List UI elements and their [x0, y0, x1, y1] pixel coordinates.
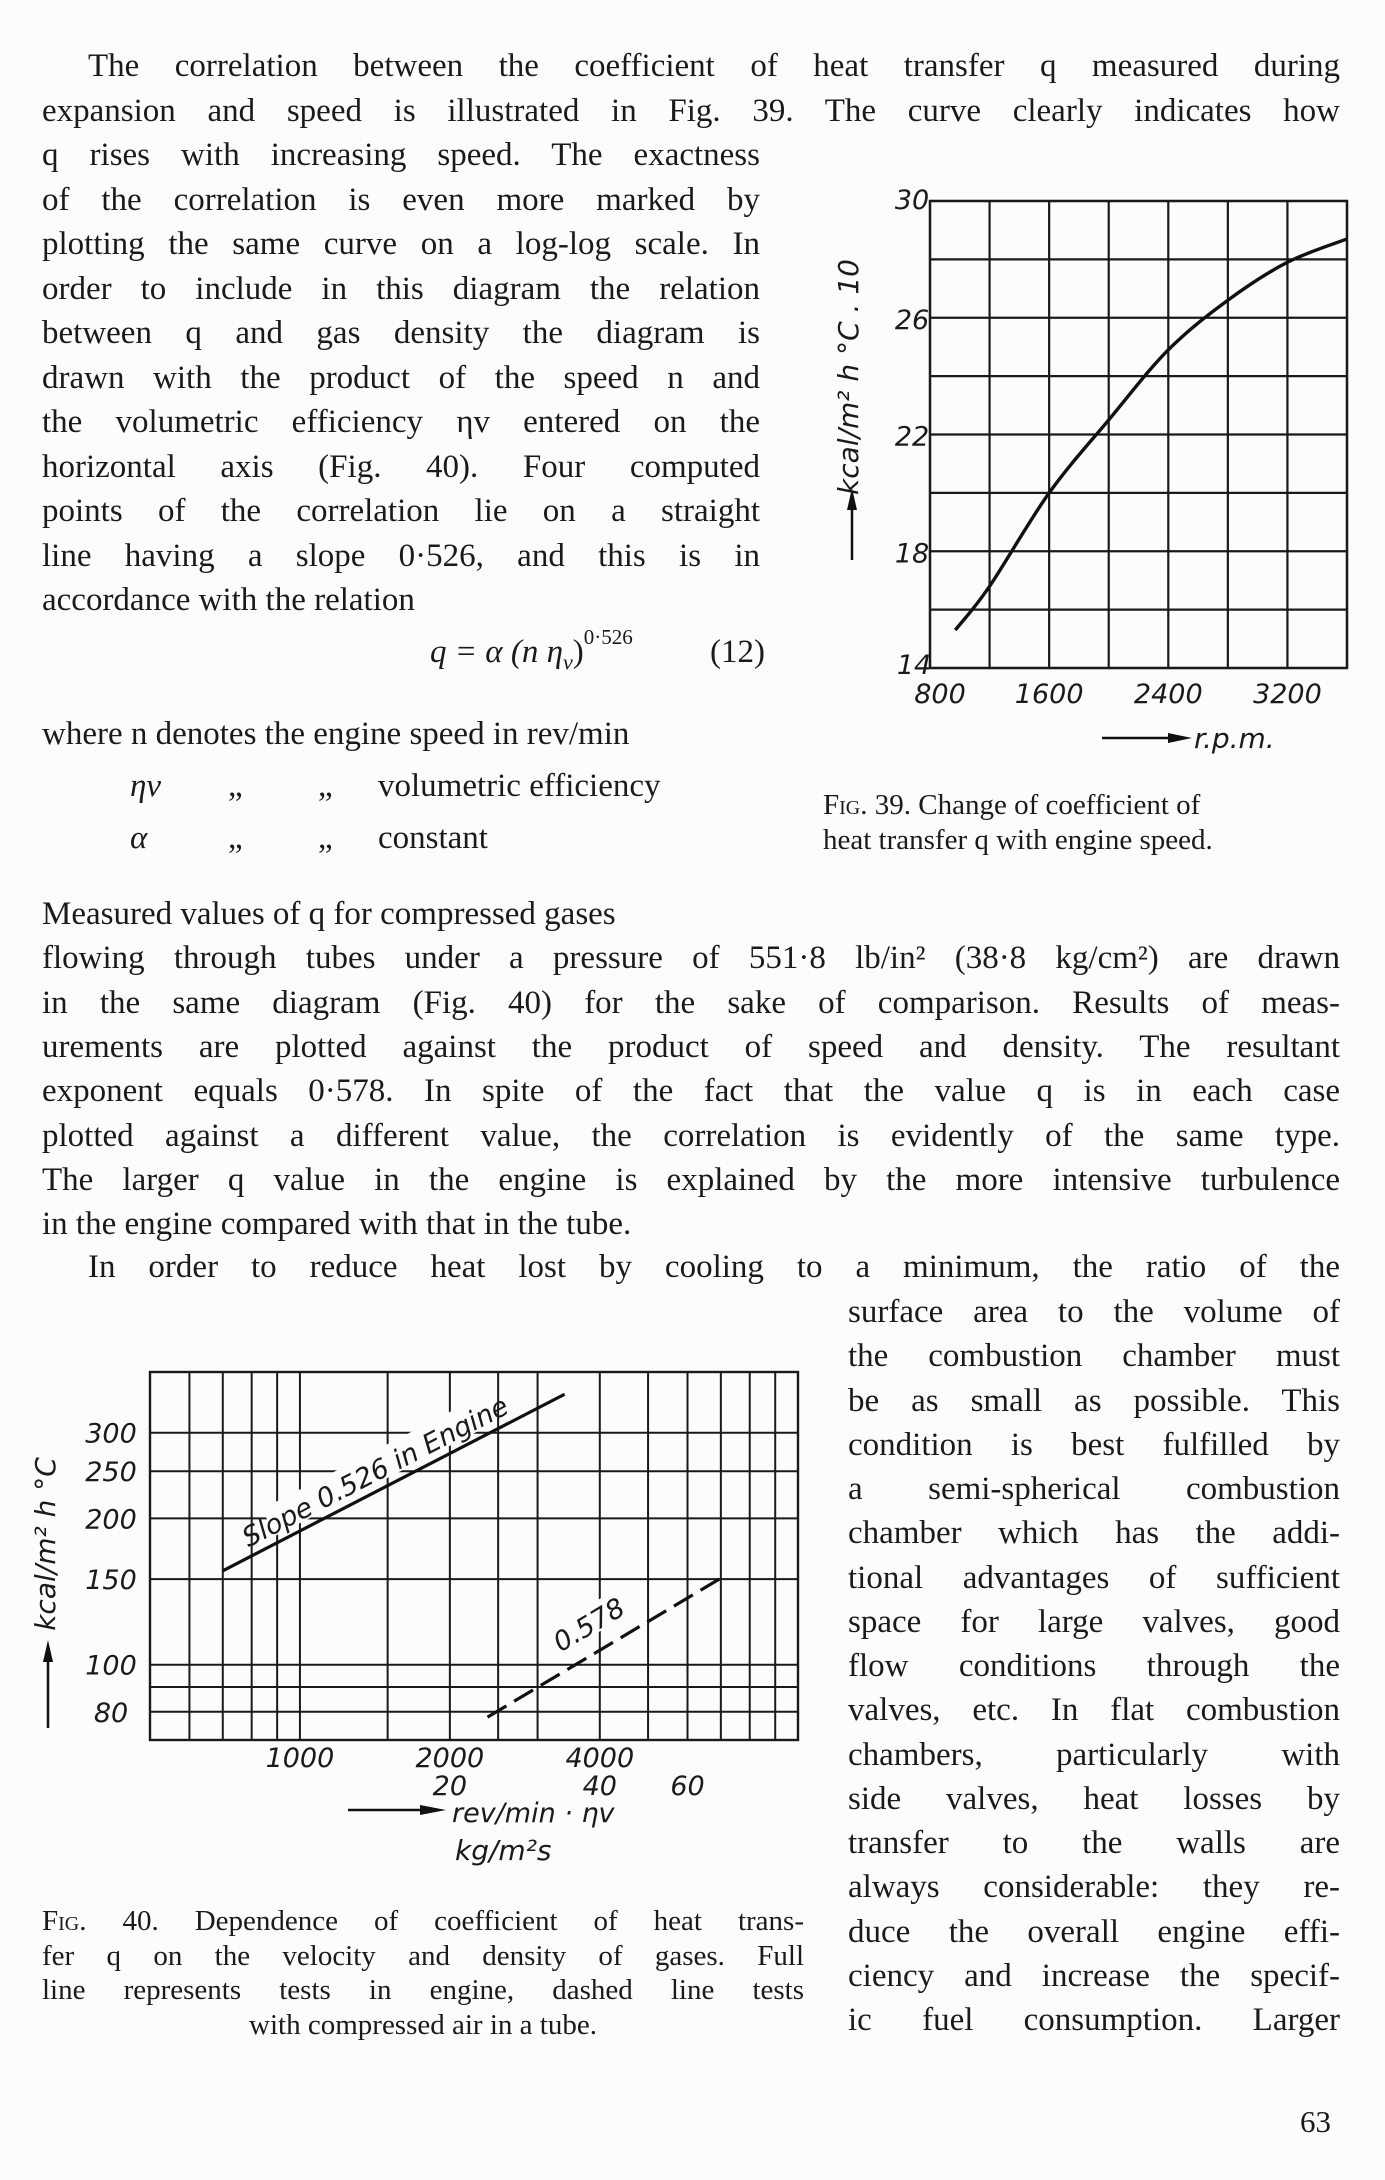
paragraph-line: tional advantages of sufficient [848, 1559, 1340, 1596]
fig40-caption-line: fer q on the velocity and density of gases. Full [42, 1939, 804, 1972]
definition-intro: where n denotes the engine speed in rev/min [42, 716, 630, 752]
paragraph-line: Measured values of q for compressed gases [42, 896, 616, 932]
fig39-y-axis-label: kcal/m² h °C . 10 [832, 259, 865, 495]
paragraph-line: chamber which has the addi- [848, 1515, 1340, 1552]
fig40-x-axis-label: rev/min · ηv [452, 1798, 615, 1829]
fig40-caption-label: Fig. 40. [42, 1905, 159, 1937]
fig40-x-secondary-tick-label: 20 [432, 1771, 468, 1802]
definition-symbol: ηv [130, 768, 162, 804]
fig39-caption-label: Fig. 39. [823, 789, 911, 821]
fig39-x-tick-label: 3200 [1253, 679, 1322, 710]
paragraph-line: of the correlation is even more marked by [42, 181, 760, 218]
equation-number: (12) [710, 634, 765, 670]
ditto-mark: „ [318, 768, 333, 804]
fig39-y-tick-label: 26 [894, 304, 930, 336]
paragraph-line: ciency and increase the specif- [848, 1957, 1340, 1994]
paragraph-line: in the engine compared with that in the tube. [42, 1206, 632, 1243]
definition-meaning: constant [378, 820, 488, 856]
paragraph-line: surface area to the volume of [848, 1294, 1340, 1330]
paragraph-line: horizontal axis (Fig. 40). Four computed [42, 448, 760, 485]
fig39-y-tick-label: 30 [894, 185, 930, 216]
paragraph-line: drawn with the product of the speed n and [42, 359, 760, 396]
fig40-caption-text: Dependence of coefficient of heat trans- [194, 1905, 804, 1937]
fig40-y-arrowhead-icon [43, 1640, 53, 1662]
paragraph-line: q rises with increasing speed. The exactness [42, 137, 760, 173]
fig39-caption-line2: heat transfer q with engine speed. [823, 824, 1213, 856]
fig40-tube-line-label: 0.578 [548, 1592, 631, 1659]
fig39-x-tick-label: 1600 [1014, 679, 1084, 710]
ditto-mark: „ [228, 820, 243, 856]
paragraph-line: expansion and speed is illustrated in Fig. 39. The curve clearly indicates how [42, 92, 1340, 129]
paragraph-line: ic fuel consumption. Larger [848, 2002, 1340, 2038]
paragraph-line: the combustion chamber must [848, 1338, 1340, 1375]
fig39-caption-line1 [823, 788, 1341, 822]
paragraph-line: a semi-spherical combustion [848, 1471, 1340, 1507]
equation-rhs: ) [572, 634, 584, 670]
definition-meaning: volumetric efficiency [378, 768, 661, 804]
fig39-x-tick-label: 2400 [1133, 679, 1203, 710]
paragraph-line: order to include in this diagram the relation [42, 270, 760, 307]
fig39-x-tick-label: 800 [914, 679, 966, 710]
fig40-y-tick-label: 150 [85, 1565, 137, 1597]
paragraph-line: valves, etc. In flat combustion [848, 1692, 1340, 1729]
paragraph-line: duce the overall engine effi- [848, 1913, 1340, 1950]
bottom-paragraph-first-line: In order to reduce heat lost by cooling to a minimum, the ratio of the [88, 1249, 1340, 1285]
paragraph-line: points of the correlation lie on a straight [42, 493, 760, 529]
ditto-mark: „ [318, 820, 333, 856]
paragraph-line: The correlation between the coefficient of heat transfer q measured during [88, 48, 1340, 84]
paragraph-line: always considerable: they re- [848, 1869, 1340, 1906]
fig40-x-arrowhead-icon [420, 1805, 446, 1815]
paragraph-line: line having a slope 0·526, and this is in [42, 537, 760, 574]
paragraph-line: exponent equals 0·578. In spite of the fact that the value q is in each case [42, 1073, 1340, 1110]
paragraph-line: flow conditions through the [848, 1648, 1340, 1684]
paragraph-line: in the same diagram (Fig. 40) for the sake of comparison. Results of meas- [42, 984, 1340, 1021]
definition-symbol: α [130, 820, 148, 856]
fig40-y-tick-label: 250 [85, 1457, 137, 1489]
paragraph-line: plotting the same curve on a log-log scale. In [42, 226, 760, 262]
equation-lhs: q = α (n η [430, 634, 563, 670]
paragraph-line: the volumetric efficiency ηv entered on the [42, 404, 760, 440]
fig40-caption-line: line represents tests in engine, dashed line tests [42, 1974, 804, 2006]
paragraph-line: be as small as possible. This [848, 1382, 1340, 1419]
paragraph-line: transfer to the walls are [848, 1825, 1340, 1861]
paragraph-line: space for large valves, good [848, 1603, 1340, 1640]
paragraph-line: between q and gas density the diagram is [42, 315, 760, 351]
fig40-engine-line [223, 1394, 565, 1571]
paragraph-line: The larger q value in the engine is explained by the more intensive turbulence [42, 1161, 1340, 1198]
fig40-y-tick-label: 100 [85, 1650, 137, 1682]
paragraph-line: urements are plotted against the product of speed and density. The resultant [42, 1028, 1340, 1065]
fig40-x-secondary-tick-label: 60 [670, 1771, 705, 1802]
fig40-x-tick-label: 1000 [265, 1743, 335, 1774]
equation-subscript: v [562, 649, 573, 675]
paragraph-line: flowing through tubes under a pressure of 551·8 lb/in² (38·8 kg/cm²) are drawn [42, 940, 1340, 977]
fig39-x-arrowhead-icon [1168, 733, 1192, 743]
fig40-engine-line-label: Slope 0.526 in Engine [237, 1390, 514, 1554]
fig39-y-tick-label: 14 [896, 650, 932, 681]
fig40-y-tick-label: 80 [93, 1697, 129, 1729]
fig40-x-tick-label: 2000 [415, 1743, 485, 1774]
fig40-x-secondary-tick-label: 40 [582, 1771, 617, 1802]
paragraph-line: condition is best fulfilled by [848, 1426, 1340, 1463]
fig39-x-axis-label: r.p.m. [1194, 722, 1275, 755]
paragraph-line: chambers, particularly with [848, 1736, 1340, 1773]
fig40-x-axis-secondary-label: kg/m²s [455, 1834, 552, 1867]
fig40-x-tick-label: 4000 [565, 1743, 635, 1774]
paragraph-line: plotted against a different value, the correlation is evidently of the same type. [42, 1117, 1340, 1154]
fig40-y-axis-label: kcal/m² h °C [29, 1457, 62, 1631]
fig40-caption-line: with compressed air in a tube. [249, 2008, 597, 2041]
fig39-y-tick-label: 18 [894, 538, 930, 570]
page-number: 63 [1300, 2104, 1331, 2139]
ditto-mark: „ [228, 768, 243, 804]
fig39-y-tick-label: 22 [894, 421, 930, 453]
fig39-caption-text: Change of coefficient of [918, 789, 1201, 821]
fig40-y-tick-label: 200 [85, 1504, 137, 1536]
paragraph-line: side valves, heat losses by [848, 1780, 1340, 1817]
paragraph-line: accordance with the relation [42, 582, 415, 618]
fig40-y-tick-label: 300 [85, 1418, 137, 1450]
equation-exponent: 0·526 [583, 625, 633, 649]
